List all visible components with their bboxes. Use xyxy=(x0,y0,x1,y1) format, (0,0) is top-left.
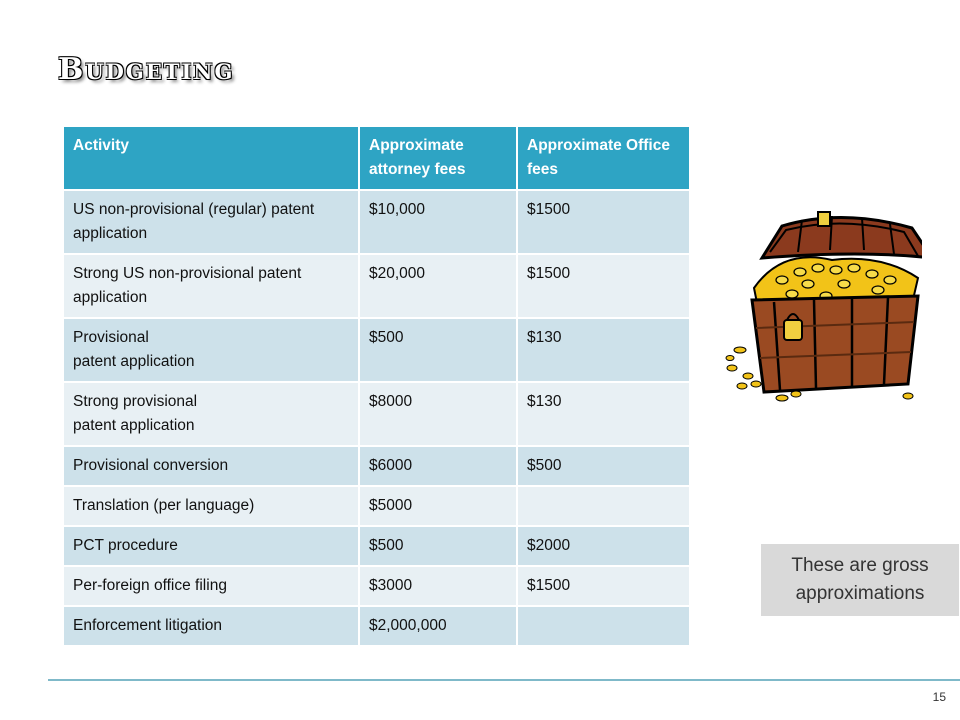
office-fee-cell xyxy=(517,486,689,526)
office-fee-cell: $130 xyxy=(517,382,689,446)
header-attorney-fees: Approximate attorney fees xyxy=(359,127,517,190)
table-row xyxy=(64,606,689,645)
activity-cell: Strong provisional patent application xyxy=(64,382,359,446)
footer-divider xyxy=(48,679,960,681)
approximation-note: These are gross approximations xyxy=(761,544,959,616)
table-row xyxy=(64,318,689,382)
table-row xyxy=(64,382,689,446)
attorney-fee-cell: $500 xyxy=(359,318,517,382)
attorney-fee-cell: $8000 xyxy=(359,382,517,446)
attorney-fee-cell: $500 xyxy=(359,526,517,566)
page-number: 15 xyxy=(932,690,946,704)
attorney-fee-cell: $10,000 xyxy=(359,190,517,254)
table-row xyxy=(64,526,689,566)
activity-cell: Per-foreign office filing xyxy=(64,566,359,606)
office-fee-cell: $130 xyxy=(517,318,689,382)
office-fee-cell: $1500 xyxy=(517,254,689,318)
activity-cell: PCT procedure xyxy=(64,526,359,566)
attorney-fee-cell: $20,000 xyxy=(359,254,517,318)
office-fee-cell: $2000 xyxy=(517,526,689,566)
activity-cell: US non-provisional (regular) patent application xyxy=(64,190,359,254)
slide-title: Budgeting xyxy=(58,52,235,87)
attorney-fee-cell: $6000 xyxy=(359,446,517,486)
activity-cell: Enforcement litigation xyxy=(64,606,359,645)
table-row xyxy=(64,446,689,486)
table-header-row xyxy=(64,127,689,190)
office-fee-cell: $1500 xyxy=(517,190,689,254)
activity-cell: Provisional patent application xyxy=(64,318,359,382)
office-fee-cell xyxy=(517,606,689,645)
activity-cell: Translation (per language) xyxy=(64,486,359,526)
attorney-fee-cell: $3000 xyxy=(359,566,517,606)
office-fee-cell: $500 xyxy=(517,446,689,486)
activity-cell: Strong US non-provisional patent application xyxy=(64,254,359,318)
table-row xyxy=(64,566,689,606)
activity-cell: Provisional conversion xyxy=(64,446,359,486)
header-activity: Activity xyxy=(64,127,359,190)
budget-table xyxy=(64,127,689,645)
attorney-fee-cell: $5000 xyxy=(359,486,517,526)
table-row xyxy=(64,190,689,254)
treasure-chest-icon xyxy=(722,208,922,413)
table-row xyxy=(64,254,689,318)
office-fee-cell: $1500 xyxy=(517,566,689,606)
attorney-fee-cell: $2,000,000 xyxy=(359,606,517,645)
table-row xyxy=(64,486,689,526)
header-office-fees: Approximate Office fees xyxy=(517,127,689,190)
